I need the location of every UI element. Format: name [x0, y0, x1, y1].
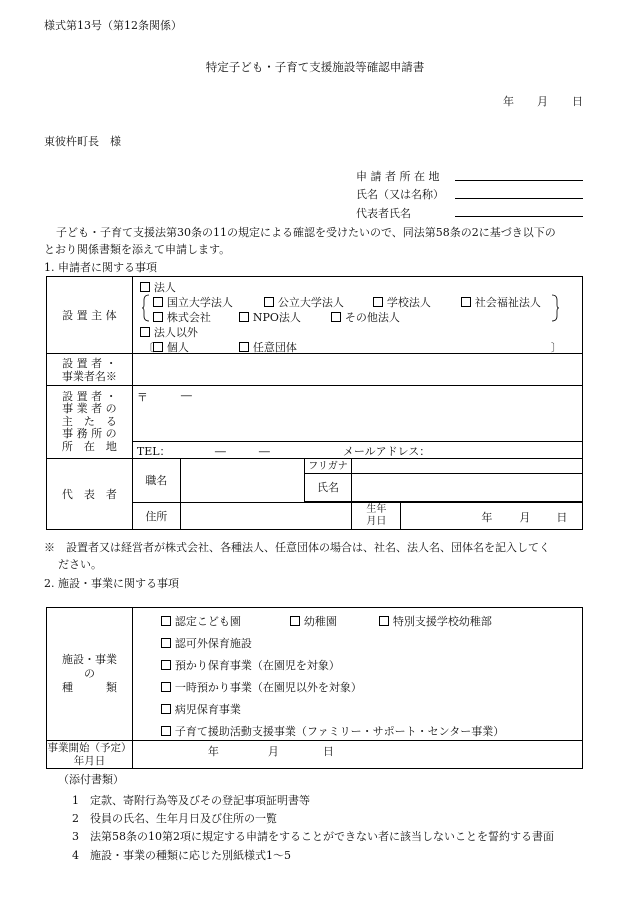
setti-name-field[interactable] [132, 354, 582, 386]
setti-shutai-label: 設 置 主 体 [47, 277, 133, 354]
attachments-heading: （添付書類） [58, 773, 124, 786]
paren-right-icon: 〕 [550, 341, 562, 354]
page-title: 特定子ども・子育て支援施設等確認申請書 [205, 60, 425, 74]
checkbox-kabushiki[interactable]: 株式会社 [153, 309, 211, 325]
tel-field[interactable]: ― ― [214, 445, 270, 458]
date-month: 月 [537, 95, 548, 108]
attachment-2: 2 役員の氏名、生年月日及び住所の一覧 [72, 812, 277, 825]
applicant-address-label: 申 請 者 所 在 地 [356, 170, 440, 183]
applicant-rep-label: 代表者氏名 [356, 207, 411, 220]
checkbox-kokuritsu[interactable]: 国立大学法人 [153, 294, 233, 310]
paren-left-icon: 〔 [142, 341, 154, 354]
applicant-table [46, 276, 583, 530]
jusho-label: 住所 [132, 503, 180, 530]
bracket-left-icon [142, 294, 150, 322]
section1-heading: 1. 申請者に関する事項 [44, 261, 157, 274]
checkbox-koritsu[interactable]: 公立大学法人 [264, 294, 344, 310]
checkbox-ichiji-azukari[interactable]: 一時預かり事業（在園児以外を対象） [161, 679, 362, 695]
applicant-name-label: 氏名（又は名称） [356, 188, 444, 201]
facility-table [46, 607, 583, 769]
furigana-field[interactable] [352, 459, 583, 474]
date-year: 年 [503, 95, 514, 108]
checkbox-sonota[interactable]: その他法人 [331, 309, 400, 325]
setti-shutai-options [132, 277, 582, 354]
addressee: 東彼杵町長 様 [44, 135, 121, 148]
form-number: 様式第13号（第12条関係） [44, 19, 182, 32]
shokumei-label: 職名 [132, 459, 180, 503]
start-date-field[interactable]: 年 月 日 [132, 741, 582, 769]
applicant-rep-field[interactable] [455, 216, 583, 217]
facility-kind-label: 施設・事業 の 種 類 [47, 608, 133, 741]
checkbox-azukari[interactable]: 預かり保育事業（在園児を対象） [161, 657, 340, 673]
checkbox-shakai-fukushi[interactable]: 社会福祉法人 [461, 294, 541, 310]
intro-text-1: 子ども・子育て支援法第30条の11の規定による確認を受けたいので、同法第58条の2に基づき以下の [56, 226, 556, 239]
checkbox-byoji[interactable]: 病児保育事業 [161, 701, 241, 717]
checkbox-family-support[interactable]: 子育て援助活動支援事業（ファミリー・サポート・センター事業） [161, 723, 504, 739]
checkbox-hojin[interactable]: 法人 [140, 279, 176, 295]
attachment-3: 3 法第58条の10第2項に規定する申請をすることができない者に該当しないことを誓約する書面 [72, 830, 554, 843]
note-line-1: ※ 設置者又は経営者が株式会社、各種法人、任意団体の場合は、社名、法人名、団体名を記入してく [44, 541, 550, 554]
office-address-label: 設 置 者 ・ 事 業 者 の 主 た る 事 務 所 の 所 在 地 [47, 386, 133, 459]
tel-email-row [132, 442, 582, 459]
checkbox-yochien[interactable]: 幼稚園 [290, 613, 337, 629]
checkbox-tokubetsu-shien[interactable]: 特別支援学校幼稚部 [379, 613, 492, 629]
checkbox-nintei-kodomoen[interactable]: 認定こども園 [161, 613, 241, 629]
checkbox-nin-i[interactable]: 任意団体 [239, 339, 297, 355]
birth-label: 生年 月日 [352, 503, 401, 530]
attachment-1: 1 定款、寄附行為等及びその登記事項証明書等 [72, 794, 310, 807]
date-day: 日 [572, 95, 583, 108]
facility-kind-options [132, 608, 582, 741]
office-address-field[interactable] [132, 386, 582, 442]
start-date-label: 事業開始（予定） 年月日 [47, 741, 132, 767]
checkbox-gakko[interactable]: 学校法人 [373, 294, 431, 310]
shokumei-field[interactable] [180, 459, 304, 503]
jusho-field[interactable] [180, 503, 352, 530]
email-label: メールアドレス： [342, 445, 431, 458]
applicant-name-field[interactable] [455, 198, 583, 199]
setti-name-label: 設 置 者 ・ 事業者名※ [47, 354, 133, 386]
rep-label: 代 表 者 [47, 459, 133, 530]
tel-label: TEL： [136, 445, 171, 458]
note-line-2: ださい。 [58, 558, 102, 571]
postal-dash: ― [180, 389, 192, 402]
postal-mark: 〒 [136, 391, 148, 404]
section2-heading: 2. 施設・事業に関する事項 [44, 577, 179, 590]
intro-text-2: とおり関係書類を添えて申請します。 [44, 243, 231, 256]
furigana-label: フリガナ [304, 459, 352, 474]
applicant-address-field[interactable] [455, 180, 583, 181]
checkbox-hojin-igai[interactable]: 法人以外 [140, 324, 198, 340]
shimei-field[interactable] [352, 474, 583, 502]
attachment-4: 4 施設・事業の種類に応じた別紙様式1～5 [72, 849, 291, 862]
checkbox-npo[interactable]: NPO法人 [239, 309, 301, 325]
checkbox-kojin[interactable]: 個人 [153, 339, 189, 355]
bracket-right-icon [551, 294, 559, 322]
shimei-label: 氏名 [304, 474, 352, 502]
birth-field[interactable]: 年 月 日 [401, 503, 583, 530]
checkbox-ninkagai[interactable]: 認可外保育施設 [161, 635, 252, 651]
